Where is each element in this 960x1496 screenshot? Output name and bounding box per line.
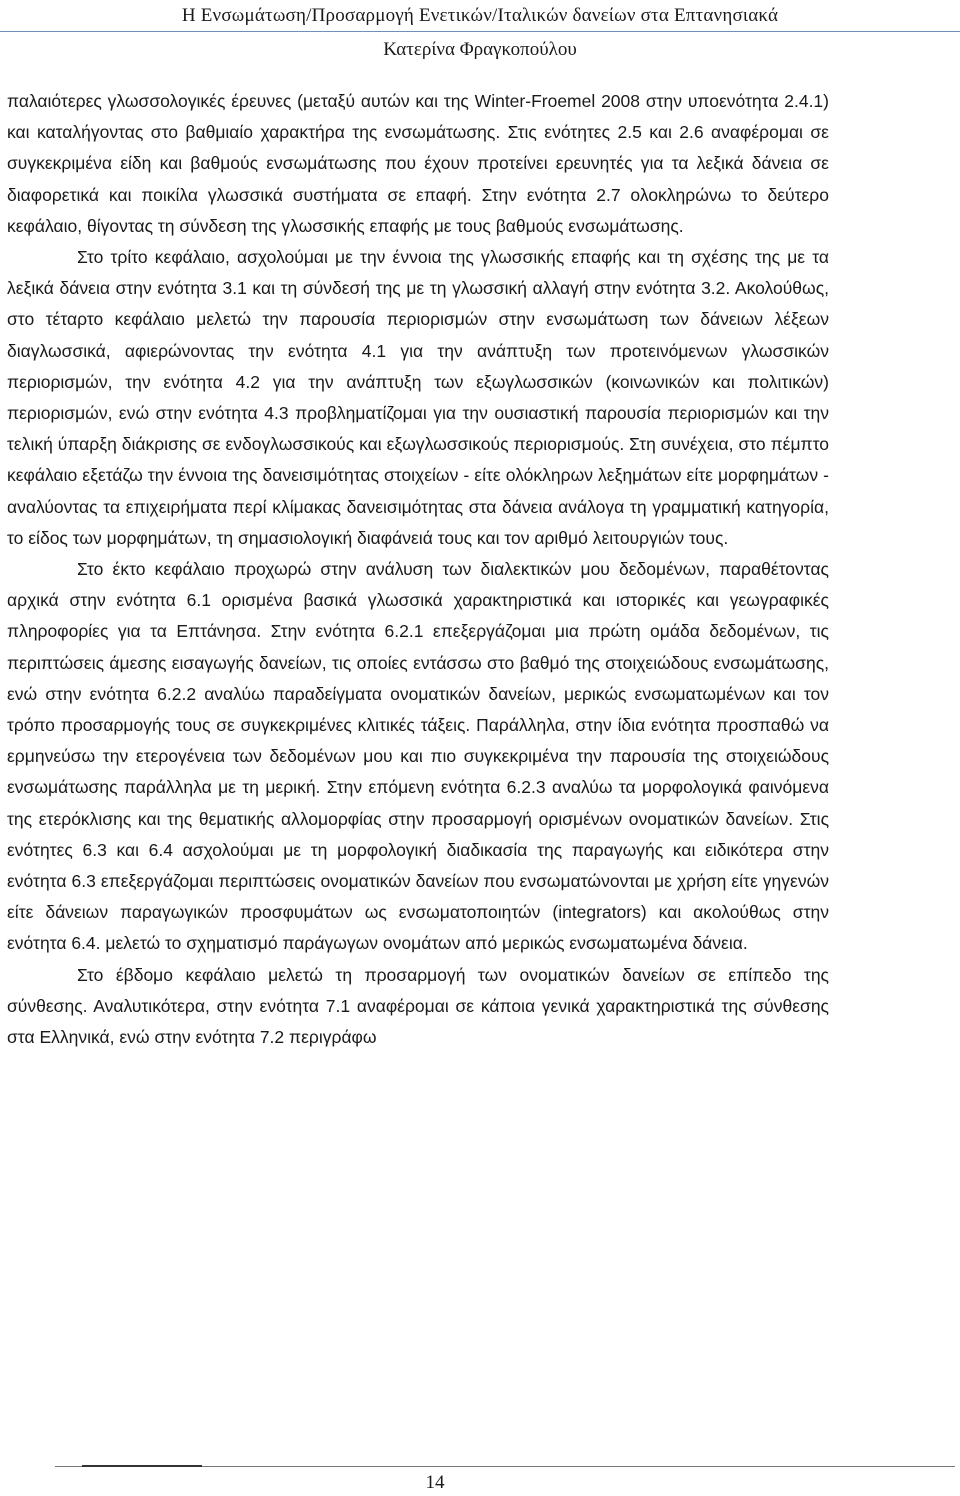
paragraph: παλαιότερες γλωσσολογικές έρευνες (μεταξύ αυτών και της Winter-Froemel 2008 στην υποενότητα 2.4.1) και καταλήγοντας στο βαθμιαίο χαρακτήρα της ενσωμάτωσης. Στις ενότητες 2.5 και 2.6 αναφέρομαι σε συγκεκριμένα είδη και βαθμούς ενσωμάτωσης που έχουν προτείνει ερευνητές για τα λεξικά δάνεια σε διαφορετικά και ποικίλα γλωσσικά συστήματα σε επαφή. Στην ενότητα 2.7 ολοκληρώνω το δεύτερο κεφάλαιο, θίγοντας τη σύνδεση της γλωσσικής επαφής με τους βαθμούς ενσωμάτωσης. xyxy=(7,91,829,236)
paragraph: Στο έβδομο κεφάλαιο μελετώ τη προσαρμογή των ονοματικών δανείων σε επίπεδο της σύνθεσης. Αναλυτικότερα, στην ενότητα 7.1 αναφέρομαι σε κάποια γενικά χαρακτηριστικά της σύνθεσης στα Ελληνικά, ενώ στην ενότητα 7.2 περιγράφω xyxy=(7,964,829,1048)
footer-divider-accent xyxy=(82,1465,202,1467)
paragraph: Στο τρίτο κεφάλαιο, ασχολούμαι με την έννοια της γλωσσικής επαφής και τη σχέσης της με τα λεξικά δάνεια στην ενότητα 3.1 και τη σύνδεσή της με τη γλωσσική αλλαγή στην ενότητα 3.2. Ακολούθως, στο τέταρτο κεφάλαιο μελετώ την παρουσία περιορισμών στην ενσωμάτωση των δάνειων λέξεων διαγλωσσικά, αφιερώνοντας την ενότητα 4.1 για την ανάπτυξη των προτεινόμενων γλωσσικών περιορισμών, την ενότητα 4.2 για την ανάπτυξη των εξωγλωσσικών (κοινωνικών και πολιτικών) περιορισμών, ενώ στην ενότητα 4.3 προβληματίζομαι για την ουσιαστική παρουσία περιορισμών και την τελική ύπαρξη διάκρισης σε ενδογλωσσικούς και εξωγλωσσικούς περιορισμούς. Στη συνέχεια, στο πέμπτο κεφάλαιο εξετάζω την έννοια της δανεισιμότητας στοιχείων - είτε ολόκληρων λεξημάτων είτε μορφημάτων - αναλύοντας τα επιχειρήματα περί κλίμακας δανεισιμότητας στα δάνεια ανάλογα τη γραμματική κατηγορία, το είδος των μορφημάτων, τη σημασιολογική διαφάνειά τους και τον αριθμό λειτουργιών τους. xyxy=(7,247,829,548)
page-number: 14 xyxy=(425,1472,445,1493)
header-divider xyxy=(0,31,960,32)
header-author: Κατερίνα Φραγκοπούλου xyxy=(383,39,577,60)
paragraph: Στο έκτο κεφάλαιο προχωρώ στην ανάλυση των διαλεκτικών μου δεδομένων, παραθέτοντας αρχικά στην ενότητα 6.1 ορισμένα βασικά γλωσσικά χαρακτηριστικά και ιστορικές και γεωγραφικές πληροφορίες για τα Επτάνησα. Στην ενότητα 6.2.1 επεξεργάζομαι μια πρώτη ομάδα δεδομένων, τις περιπτώσεις άμεσης εισαγωγής δανείων, τις οποίες εντάσσω στο βαθμό της στοιχειώδους ενσωμάτωσης, ενώ στην ενότητα 6.2.2 αναλύω παραδείγματα ονοματικών δανείων, μερικώς ενσωματωμένων και τον τρόπο προσαρμογής τους σε συγκεκριμένες κλιτικές τάξεις. Παράλληλα, στην ίδια ενότητα προσπαθώ να ερμηνεύσω την ετερογένεια των δεδομένων μου και πιο συγκεκριμένα την παρουσία της στοιχειώδους ενσωμάτωσης παράλληλα με τη μερική. Στην επόμενη ενότητα 6.2.3 αναλύω τα μορφολογικά φαινόμενα της ετερόκλισης και της θεματικής αλλομορφίας στην προσαρμογή ορισμένων ονοματικών δανείων. Στις ενότητες 6.3 και 6.4 ασχολούμαι με τη μορφολογική διαδικασία της παραγωγής και ειδικότερα στην ενότητα 6.3 επεξεργάζομαι περιπτώσεις ονοματικών δανείων που ενσωματώνονται με χρήση είτε γηγενών είτε δάνειων παραγωγικών προσφυμάτων ως ενσωματοποιητών (integrators) και ακολούθως στην ενότητα 6.4. μελετώ το σχηματισμό παράγωγων ονομάτων από μερικώς ενσωματωμένα δάνεια. xyxy=(7,559,829,954)
body-text xyxy=(7,86,829,1053)
header-title: Η Ενσωμάτωση/Προσαρμογή Ενετικών/Ιταλικών δανείων στα Επτανησιακά xyxy=(181,5,779,26)
